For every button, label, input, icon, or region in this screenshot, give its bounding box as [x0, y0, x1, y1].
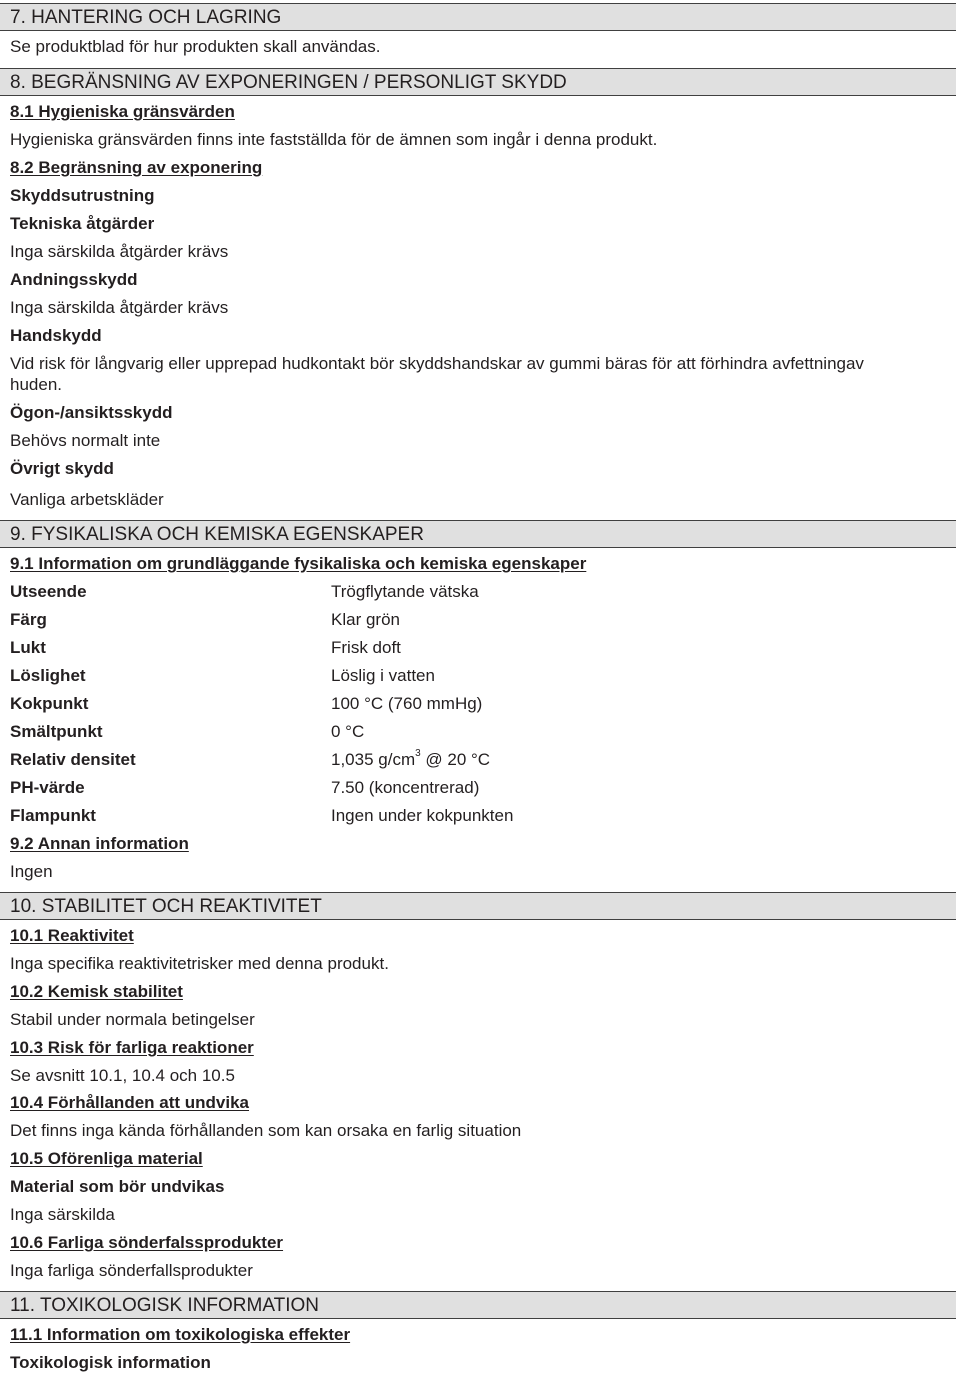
respiratory-protection-text: Inga särskilda åtgärder krävs [10, 298, 229, 317]
property-value: 100 °C (760 mmHg) [331, 694, 483, 713]
section-7-text: Se produktblad för hur produkten skall användas. [10, 37, 381, 56]
property-value: Klar grön [331, 610, 400, 629]
hand-protection-label: Handskydd [10, 326, 102, 345]
property-label: Lukt [10, 638, 46, 657]
subsection-10-1-title: 10.1 Reaktivitet [10, 926, 134, 945]
technical-measures-label: Tekniska åtgärder [10, 214, 155, 233]
property-label: Kokpunkt [10, 694, 89, 713]
subsection-8-1-title: 8.1 Hygieniska gränsvärden [10, 102, 235, 121]
subsection-9-2-title: 9.2 Annan information [10, 834, 189, 853]
property-value: Trögflytande vätska [331, 582, 479, 601]
subsection-10-2-title: 10.2 Kemisk stabilitet [10, 982, 183, 1001]
property-label: Utseende [10, 582, 87, 601]
density-exponent: 3 [415, 748, 421, 760]
section-8-title: 8. BEGRÄNSNING AV EXPONERINGEN / PERSONLIGT SKYDD [10, 72, 567, 93]
subsection-9-1-title: 9.1 Information om grundläggande fysikaliska och kemiska egenskaper [10, 554, 587, 573]
subsection-8-2-title: 8.2 Begränsning av exponering [10, 158, 263, 177]
section-11-header [0, 1291, 956, 1319]
property-label: Löslighet [10, 666, 86, 685]
property-value: Ingen under kokpunkten [331, 806, 514, 825]
subsection-10-6-text: Inga farliga sönderfallsprodukter [10, 1261, 253, 1280]
property-value: Frisk doft [331, 638, 401, 657]
density-condition: @ 20 °C [420, 750, 491, 769]
hand-protection-text-line1: Vid risk för långvarig eller upprepad hudkontakt bör skyddshandskar av gummi bäras för att förhindra avfettningav [10, 354, 864, 373]
subsection-10-3-text: Se avsnitt 10.1, 10.4 och 10.5 [10, 1066, 235, 1085]
technical-measures-text: Inga särskilda åtgärder krävs [10, 242, 229, 261]
subsection-11-1-title: 11.1 Information om toxikologiska effekter [10, 1325, 351, 1344]
subsection-10-5-title: 10.5 Oförenliga material [10, 1149, 203, 1168]
property-label: PH-värde [10, 778, 85, 797]
section-7-title: 7. HANTERING OCH LAGRING [10, 7, 282, 28]
hand-protection-text-line2: huden. [10, 375, 62, 394]
respiratory-protection-label: Andningsskydd [10, 270, 138, 289]
other-protection-label: Övrigt skydd [10, 459, 114, 478]
property-label: Flampunkt [10, 806, 96, 825]
eye-protection-text: Behövs normalt inte [10, 431, 161, 450]
property-label: Smältpunkt [10, 722, 103, 741]
property-value-density [331, 749, 490, 771]
property-label: Relativ densitet [10, 750, 136, 769]
subsection-10-6-title: 10.6 Farliga sönderfalssprodukter [10, 1233, 284, 1252]
section-8-header [0, 68, 956, 96]
materials-to-avoid-label: Material som bör undvikas [10, 1177, 225, 1196]
subsection-10-4-text: Det finns inga kända förhållanden som kan orsaka en farlig situation [10, 1121, 522, 1140]
subsection-10-4-title: 10.4 Förhållanden att undvika [10, 1093, 250, 1112]
section-10-header [0, 892, 956, 920]
other-protection-text: Vanliga arbetskläder [10, 490, 164, 509]
toxicological-info-label: Toxikologisk information [10, 1353, 211, 1372]
protective-equipment-label: Skyddsutrustning [10, 186, 155, 205]
section-9-title: 9. FYSIKALISKA OCH KEMISKA EGENSKAPER [10, 524, 424, 545]
materials-to-avoid-text: Inga särskilda [10, 1205, 115, 1224]
section-10-title: 10. STABILITET OCH REAKTIVITET [10, 896, 322, 917]
subsection-9-2-text: Ingen [10, 862, 53, 881]
property-value: Löslig i vatten [331, 666, 435, 685]
subsection-10-2-text: Stabil under normala betingelser [10, 1010, 255, 1029]
subsection-10-1-text: Inga specifika reaktivitetrisker med denna produkt. [10, 954, 389, 973]
property-label: Färg [10, 610, 47, 629]
eye-protection-label: Ögon-/ansiktsskydd [10, 403, 173, 422]
density-value: 1,035 g/cm [331, 750, 416, 769]
property-value: 0 °C [331, 722, 365, 741]
section-11-title: 11. TOXIKOLOGISK INFORMATION [10, 1295, 319, 1316]
section-7-header [0, 3, 956, 31]
section-9-header [0, 520, 956, 548]
subsection-10-3-title: 10.3 Risk för farliga reaktioner [10, 1038, 254, 1057]
subsection-8-1-text: Hygieniska gränsvärden finns inte fastställda för de ämnen som ingår i denna produkt. [10, 130, 658, 149]
property-value: 7.50 (koncentrerad) [331, 778, 480, 797]
